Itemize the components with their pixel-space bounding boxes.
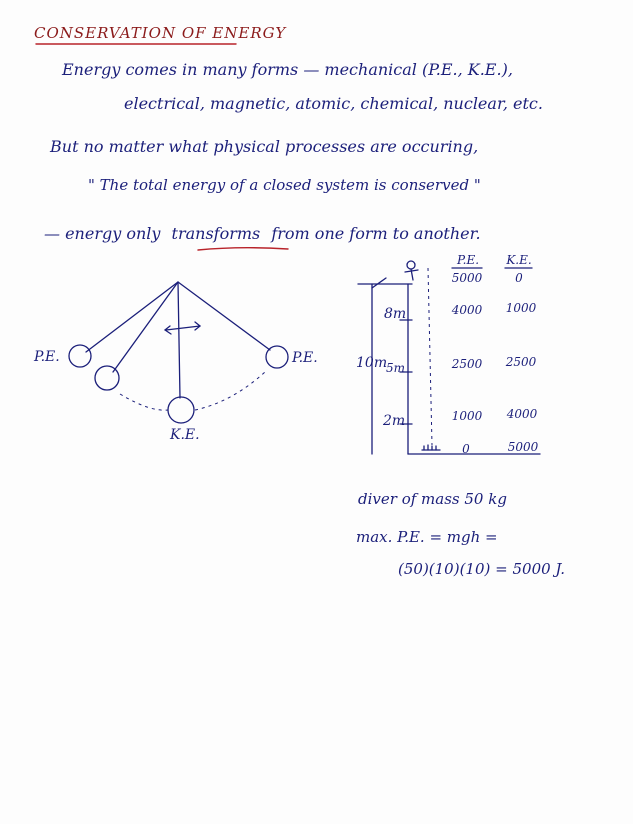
swing-path-right	[195, 372, 265, 410]
transforms-underline	[198, 248, 288, 250]
calc-line-2: max. P.E. = mgh =	[356, 528, 498, 546]
pendulum-left-label: P.E.	[34, 349, 60, 365]
calc-line-3: (50)(10)(10) = 5000 J.	[398, 560, 566, 578]
text-line-4: " The total energy of a closed system is conserved "	[88, 176, 481, 194]
table-cell-ke: 5000	[507, 440, 539, 454]
splash	[424, 445, 436, 450]
table-header-pe: P.E.	[456, 253, 480, 267]
pendulum-bob-right	[266, 346, 288, 368]
pendulum-string-right	[178, 282, 270, 350]
swing-path-left	[120, 394, 168, 410]
height-mark-5m: 5m	[386, 361, 406, 375]
text-line-5-post: from one form to another.	[271, 224, 481, 243]
pendulum-diagram	[69, 282, 288, 423]
transforms-keyword: transforms	[171, 224, 261, 243]
pendulum-bob-mid	[95, 366, 119, 390]
table-cell-pe: 0	[462, 442, 470, 456]
text-line-2: electrical, magnetic, atomic, chemical, nuclear, etc.	[124, 94, 543, 113]
page-title: CONSERVATION OF ENERGY	[34, 24, 287, 42]
pendulum-right-label: P.E.	[292, 350, 318, 366]
height-mark-2m: 2m	[383, 413, 406, 429]
text-line-5-pre: — energy only	[44, 224, 161, 243]
table-cell-ke: 0	[515, 271, 523, 285]
table-cell-ke: 4000	[506, 407, 538, 421]
fall-path	[428, 268, 432, 445]
height-mark-8m: 8m	[384, 306, 407, 322]
calc-line-1: diver of mass 50 kg	[358, 490, 507, 508]
table-cell-ke: 2500	[505, 355, 537, 369]
text-line-1: Energy comes in many forms — mechanical (P.E., K.E.),	[62, 60, 513, 79]
tower-support	[372, 278, 386, 288]
pendulum-bottom-label: K.E.	[170, 427, 200, 443]
table-cell-pe: 5000	[451, 271, 483, 285]
table-cell-pe: 1000	[451, 409, 483, 423]
table-header-ke: K.E.	[506, 253, 532, 267]
table-cell-pe: 4000	[451, 303, 483, 317]
pendulum-bob-left	[69, 345, 91, 367]
pendulum-string-center	[178, 282, 180, 398]
table-cell-pe: 2500	[451, 357, 483, 371]
total-height-label: 10m	[356, 355, 388, 371]
pendulum-string-left	[86, 282, 178, 352]
pendulum-bob-bottom	[168, 397, 194, 423]
table-cell-ke: 1000	[505, 301, 537, 315]
text-line-3: But no matter what physical processes are occuring,	[50, 137, 479, 156]
diver-head	[407, 261, 415, 269]
